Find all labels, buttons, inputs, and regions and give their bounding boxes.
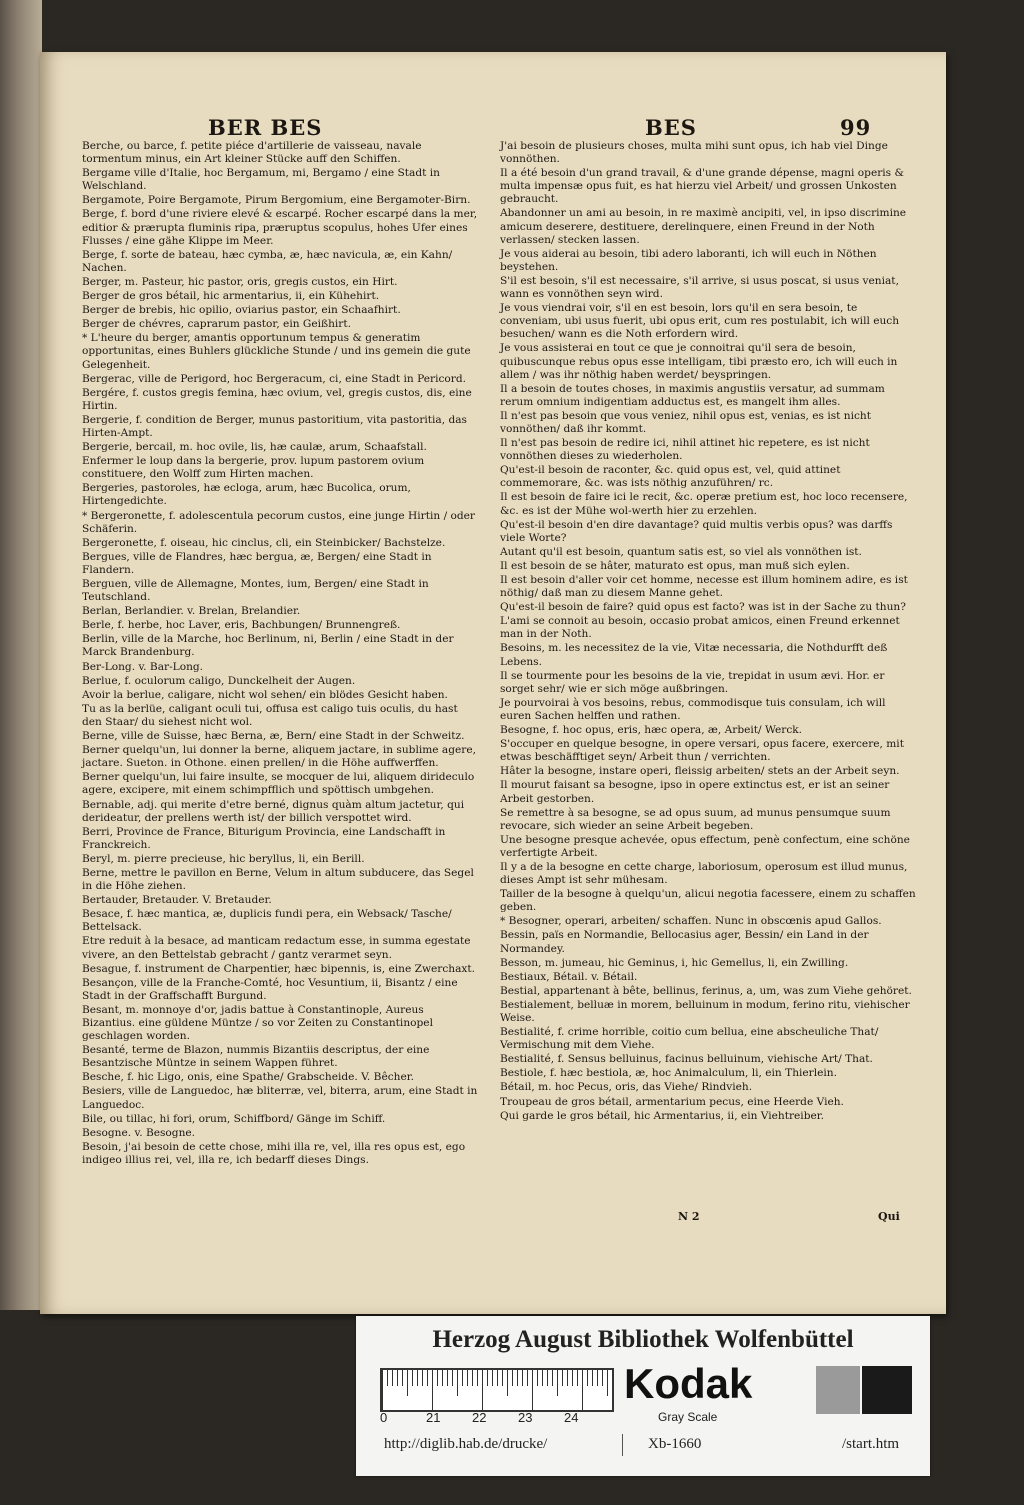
dictionary-entry: Berne, ville de Suisse, hæc Berna, æ, Bern/ eine Stadt in der Schweitz. — [82, 730, 465, 743]
ruler-tick — [442, 1370, 443, 1386]
dictionary-entry: * L'heure du berger, amantis opportunum tempus & generatim opportunitas, eines Buhlers glückliche Stunde / und ins gemein die gute Gelegenheit. — [82, 332, 471, 371]
dictionary-entry: Autant qu'il est besoin, quantum satis est, so viel als vonnöthen ist. — [500, 545, 862, 558]
ruler-tick — [462, 1370, 463, 1386]
dictionary-entry: Il est besoin d'aller voir cet homme, necesse est illum hominem adire, es ist nöthig/ daß man zu diesem Manne gehet. — [500, 574, 908, 600]
dictionary-entry: Je vous viendrai voir, s'il en est besoin, lors qu'il en sera besoin, te conveniam, ubi usus fuerit, ubi opus erit, cum res postulabit, ich will euch besuchen/ wann es die Noth erfordern wird. — [500, 302, 900, 341]
ruler-tick — [562, 1370, 563, 1386]
dictionary-entry: Berge, f. bord d'une riviere elevé & escarpé. Rocher escarpé dans la mer, editior & prærupta fluminis ripa, præruptus scopulus, hohes Ufer eines Flusses / eine gähe Klippe im Meer. — [82, 208, 478, 247]
dictionary-entry: Qu'est-il besoin de faire? quid opus est facto? was ist in der Sache zu thun? — [500, 601, 906, 614]
dictionary-entry: Il est besoin de se hâter, maturato est opus, man muß sich eylen. — [500, 559, 850, 572]
dictionary-entry: Etre reduit à la besace, ad manticam redactum esse, in summa egestate vivere, an den Bettelstab gebracht / gantz verarmet seyn. — [82, 935, 471, 961]
ruler-tick — [592, 1370, 593, 1386]
ruler-tick — [547, 1370, 548, 1386]
dictionary-entry: Il mourut faisant sa besogne, ipso in opere extinctus est, er ist an seiner Arbeit gestorben. — [500, 779, 890, 805]
ruler-tick — [472, 1370, 473, 1386]
ruler-tick — [527, 1370, 528, 1386]
library-name: Herzog August Bibliothek Wolfenbüttel — [432, 1326, 854, 1353]
ruler-tick — [387, 1370, 388, 1386]
kodak-logo: Kodak — [624, 1360, 753, 1407]
dictionary-entry: Bessin, païs en Normandie, Bellocasius ager, Bessin/ ein Land in der Normandey. — [500, 929, 869, 955]
dictionary-entry: Enfermer le loup dans la bergerie, prov. lupum pastorem ovium constituere, den Wolff zum Hirten machen. — [82, 455, 425, 481]
footer-divider — [622, 1434, 623, 1456]
dictionary-entry: Bergerac, ville de Perigord, hoc Bergeracum, ci, eine Stadt in Pericord. — [82, 372, 467, 385]
page-number: 99 — [840, 115, 872, 140]
dictionary-entry: Beryl, m. pierre precieuse, hic beryllus, li, ein Berill. — [82, 852, 365, 865]
ruler-tick — [392, 1370, 393, 1386]
ruler-tick — [507, 1370, 508, 1396]
ruler-tick — [517, 1370, 518, 1386]
dictionary-entry: Bertauder, Bretauder. V. Bretauder. — [82, 894, 272, 907]
dictionary-entry: Besson, m. jumeau, hic Geminus, i, hic Gemellus, li, ein Zwilling. — [500, 956, 849, 969]
dictionary-entry: Berger de brebis, hic opilio, oviarius pastor, ein Schaafhirt. — [82, 304, 401, 317]
dictionary-entry: Je pourvoirai à vos besoins, rebus, commodisque tuis consulam, ich will euren Sachen helffen und rathen. — [500, 696, 886, 722]
dictionary-entry: Il n'est pas besoin de redire ici, nihil attinet hic repetere, es ist nicht vonnöthen dieses zu wiederholen. — [500, 437, 870, 463]
dictionary-entry: * Besogner, operari, arbeiten/ schaffen. Nunc in obscœnis apud Gallos. — [500, 915, 882, 928]
dictionary-entry: Une besogne presque achevée, opus effectum, penè confectum, eine schöne verfertigte Arbeit. — [500, 833, 910, 859]
ruler-tick — [417, 1370, 418, 1386]
dictionary-entry: Bergerie, f. condition de Berger, munus pastoritium, vita pastoritia, das Hirten-Ampt. — [82, 413, 467, 439]
ruler-tick — [482, 1370, 483, 1410]
ruler-tick — [557, 1370, 558, 1396]
shelfmark: Xb-1660 — [648, 1436, 702, 1452]
dictionary-entry: Berri, Province de France, Biturigum Provincia, eine Landschafft in Franckreich. — [82, 825, 446, 851]
header-left-guide-words: BER BES — [208, 115, 323, 140]
dictionary-entry: Berguen, ville de Allemagne, Montes, ium, Bergen/ eine Stadt in Teutschland. — [82, 578, 429, 604]
dictionary-entry: Il y a de la besogne en cette charge, laboriosum, operosum est illud munus, dieses Ampt ist sehr mühesam. — [500, 860, 908, 887]
dictionary-entry: Besant, m. monnoye d'or, jadis battue à Constantinople, Aureus Bizantius. eine güldene Müntze / so vor Zeiten zu Constantinopel geschlagen worden. — [82, 1003, 433, 1043]
ruler-tick — [427, 1370, 428, 1386]
ruler-tick — [587, 1370, 588, 1386]
ruler-tick — [597, 1370, 598, 1386]
ruler-number: 24 — [564, 1410, 579, 1425]
ruler-number: 21 — [426, 1410, 441, 1425]
ruler-tick — [382, 1370, 383, 1410]
dictionary-entry: Tu as la berlüe, caligant oculi tui, offusa est caligo tuis oculis, du hast den Staar/ du siehest nicht wol. — [82, 702, 458, 728]
dictionary-entry: Abandonner un ami au besoin, in re maximè ancipiti, vel, in ipso discrimine amicum deserere, destituere, derelinquere, einen Freund in der Noth verlassen/ stecken lassen. — [500, 207, 907, 246]
dictionary-entry: Besague, f. instrument de Charpentier, hæc bipennis, is, eine Zwerchaxt. — [82, 962, 476, 975]
library-url[interactable]: http://diglib.hab.de/drucke/ — [384, 1436, 548, 1452]
ruler-tick — [402, 1370, 403, 1386]
dictionary-entry: Besoins, m. les necessitez de la vie, Vitæ necessaria, die Nothdurfft deß Lebens. — [500, 642, 888, 668]
ruler-tick — [542, 1370, 543, 1386]
ruler-tick — [607, 1370, 608, 1396]
dictionary-entry: Berner quelqu'un, lui donner la berne, aliquem jactare, in sublime agere, jactare. Sueton. in Othone. einen prellen/ in die Höhe auffwerffen. — [82, 744, 476, 770]
ruler-tick — [502, 1370, 503, 1386]
catchword: Qui — [878, 1210, 900, 1223]
dictionary-entry: Bestialement, belluæ in morem, belluinum in modum, ferino ritu, viehischer Weise. — [500, 998, 910, 1024]
dictionary-entry: Berche, ou barce, f. petite piéce d'artillerie de vaisseau, navale tormentum minus, ein Art kleiner Stücke auff den Schiffen. — [82, 140, 422, 166]
dictionary-entry: Il a été besoin d'un grand travail, & d'une grande dépense, magni operis & multa impensæ opus fuit, es hat hierzu viel Arbeit/ und grossen Unkosten gebraucht. — [500, 167, 904, 206]
ruler-tick — [497, 1370, 498, 1386]
dictionary-entry: Je vous aiderai au besoin, tibi adero laboranti, ich will euch in Nöthen beystehen. — [500, 247, 877, 273]
book-page — [40, 52, 946, 1314]
dictionary-entry: Berne, mettre le pavillon en Berne, Velum in altum subducere, das Segel in die Höhe ziehen. — [82, 866, 474, 893]
ruler-tick — [477, 1370, 478, 1386]
ruler-tick — [522, 1370, 523, 1386]
ruler-number: 23 — [518, 1410, 533, 1425]
dictionary-entry: J'ai besoin de plusieurs choses, multa mihi sunt opus, ich hab viel Dinge vonnöthen. — [500, 140, 888, 166]
dictionary-entry: Bergamote, Poire Bergamote, Pirum Bergomium, eine Bergamoter-Birn. — [82, 194, 471, 207]
dictionary-entry: Besogne, f. hoc opus, eris, hæc opera, æ, Arbeit/ Werck. — [500, 724, 803, 737]
dictionary-entry: * Bergeronette, f. adolescentula pecorum custos, eine junge Hirtin / oder Schäferin. — [82, 509, 475, 535]
dictionary-entry: Bergues, ville de Flandres, hæc bergua, æ, Bergen/ eine Stadt in Flandern. — [82, 550, 432, 576]
ruler-tick — [397, 1370, 398, 1386]
ruler-tick — [487, 1370, 488, 1386]
dictionary-entry: Tailler de la besogne à quelqu'un, alicui negotia facessere, einem zu schaffen geben. — [500, 888, 916, 914]
dictionary-entry: Besanté, terme de Blazon, nummis Bizantiis descriptus, der eine Besantzische Müntze in seinem Wappen führet. — [82, 1044, 430, 1070]
dictionary-entry: Berle, f. herbe, hoc Laver, eris, Bachbungen/ Brunnengreß. — [82, 619, 401, 632]
dictionary-entry: Besoin, j'ai besoin de cette chose, mihi illa re, vel, illa res opus est, ego indigeo illius rei, vel, illa re, ich bedarff dieses Dings. — [82, 1140, 466, 1166]
dictionary-entry: Troupeau de gros bétail, armentarium pecus, eine Heerde Vieh. — [500, 1095, 844, 1108]
header-right-guide-word: BES — [645, 115, 697, 140]
dictionary-entry: Berlue, f. oculorum caligo, Dunckelheit der Augen. — [82, 674, 356, 687]
dictionary-entry: Berger, m. Pasteur, hic pastor, oris, gregis custos, ein Hirt. — [82, 275, 398, 288]
dictionary-entry: Besiers, ville de Languedoc, hæ bliterræ, vel, biterra, arum, eine Stadt in Languedoc. — [82, 1085, 478, 1111]
signature-mark: N 2 — [678, 1210, 700, 1223]
dictionary-entry: Bétail, m. hoc Pecus, oris, das Viehe/ Rindvieh. — [500, 1081, 753, 1094]
ruler-tick — [467, 1370, 468, 1386]
ruler-tick — [457, 1370, 458, 1396]
ruler-tick — [532, 1370, 533, 1410]
ruler-tick — [512, 1370, 513, 1386]
measurement-ruler — [380, 1368, 614, 1412]
dictionary-entry: L'ami se connoit au besoin, occasio probat amicos, einen Freund erkennet man in der Noth. — [500, 615, 900, 641]
dictionary-entry: Ber-Long. v. Bar-Long. — [82, 660, 204, 673]
running-header — [40, 115, 946, 139]
ruler-tick — [452, 1370, 453, 1386]
dictionary-entry: Se remettre à sa besogne, se ad opus suum, ad munus pensumque suum revocare, sich wieder an seine Arbeit begeben. — [500, 806, 891, 832]
dictionary-entry: Bergerie, bercail, m. hoc ovile, lis, hæ caulæ, arum, Schaafstall. — [82, 441, 427, 454]
dictionary-entry: Qui garde le gros bétail, hic Armentarius, ii, ein Viehtreiber. — [500, 1109, 825, 1122]
dictionary-entry: S'occuper en quelque besogne, in opere versari, opus facere, exercere, mit etwas beschäfftiget seyn/ Arbeit thun / verrichten. — [500, 738, 904, 764]
ruler-tick — [447, 1370, 448, 1386]
dictionary-entry: Berlin, ville de la Marche, hoc Berlinum, ni, Berlin / eine Stadt in der Marck Brandenburg. — [82, 633, 454, 659]
black-swatch — [862, 1366, 912, 1414]
dictionary-entry: Il a besoin de toutes choses, in maximis angustiis versatur, ad summam rerum omnium indigentiam adductus est, es mangelt ihm alles. — [500, 382, 885, 408]
dictionary-entry: Berner quelqu'un, lui faire insulte, se mocquer de lui, aliquem dirideculo agere, excipere, mit einem schimpfflich und spöttisch umbgehen. — [82, 771, 475, 797]
library-color-card — [356, 1316, 930, 1476]
ruler-number: 22 — [472, 1410, 487, 1425]
dictionary-entry: Bile, ou tillac, hi fori, orum, Schiffbord/ Gänge im Schiff. — [82, 1112, 386, 1125]
dictionary-entry: Berger de gros bétail, hic armentarius, ii, ein Kühehirt. — [82, 290, 380, 303]
ruler-tick — [612, 1370, 613, 1386]
ruler-tick — [567, 1370, 568, 1386]
dictionary-entry: Qu'est-il besoin de raconter, &c. quid opus est, vel, quid attinet commemorare, &c. was ists nöthig anzuführen/ rc. — [500, 464, 841, 490]
dictionary-entry: Besogne. v. Besogne. — [82, 1126, 196, 1139]
ruler-tick — [432, 1370, 433, 1410]
dictionary-entry: Bernable, adj. qui merite d'etre berné, dignus quàm altum jactetur, qui derideatur, der prellens werth ist/ der billich verspottet wird. — [82, 798, 465, 824]
dictionary-entry: Bergame ville d'Italie, hoc Bergamum, mi, Bergamo / eine Stadt in Welschland. — [82, 167, 440, 193]
dictionary-entry: S'il est besoin, s'il est necessaire, s'il arrive, si usus poscat, si usus veniat, wann es vonnöthen seyn wird. — [500, 274, 899, 301]
dictionary-entry: Berlan, Berlandier. v. Brelan, Brelandier. — [82, 605, 301, 618]
gray-scale-label: Gray Scale — [658, 1410, 718, 1424]
dictionary-entry: Besche, f. hic Ligo, onis, eine Spathe/ Grabscheide. V. Bêcher. — [82, 1071, 415, 1084]
dictionary-entry: Berge, f. sorte de bateau, hæc cymba, æ, hæc navicula, æ, ein Kahn/ Nachen. — [82, 248, 453, 274]
ruler-tick — [407, 1370, 408, 1396]
dictionary-entry: Bestiaux, Bétail. v. Bétail. — [500, 970, 638, 983]
dictionary-entry: Bergére, f. custos gregis femina, hæc ovium, vel, gregis custos, dis, eine Hirtin. — [82, 386, 472, 412]
ruler-tick — [602, 1370, 603, 1386]
dictionary-entry: Bestiole, f. hæc bestiola, æ, hoc Animalculum, li, ein Thierlein. — [500, 1067, 837, 1080]
ruler-tick — [537, 1370, 538, 1386]
ruler-numbers — [380, 1410, 616, 1426]
ruler-tick — [492, 1370, 493, 1386]
left-column — [82, 140, 480, 1168]
dictionary-entry: Il n'est pas besoin que vous veniez, nihil opus est, venias, es ist nicht vonnöthen/ daß ihr kommt. — [500, 409, 871, 435]
dictionary-entry: Il se tourmente pour les besoins de la vie, trepidat in usum ævi. Hor. er sorget sehr/ wie er sich möge außbringen. — [500, 669, 885, 695]
dictionary-entry: Besace, f. hæc mantica, æ, duplicis fundi pera, ein Websack/ Tasche/ Bettelsack. — [82, 908, 452, 934]
dictionary-entry: Bestial, appartenant à bête, bellinus, ferinus, a, um, was zum Viehe gehöret. — [500, 984, 912, 997]
right-column — [500, 140, 920, 1124]
dictionary-entry: Avoir la berlue, caligare, nicht wol sehen/ ein blödes Gesicht haben. — [82, 688, 448, 701]
dictionary-entry: Bestialité, f. crime horrible, coitio cum bellua, eine abscheuliche That/ Vermischung mit dem Viehe. — [500, 1026, 879, 1052]
dictionary-entry: Qu'est-il besoin d'en dire davantage? quid multis verbis opus? was darffs viele Worte? — [500, 518, 893, 544]
dictionary-entry: Bestialité, f. Sensus belluinus, facinus belluinum, viehische Art/ That. — [500, 1053, 873, 1066]
ruler-tick — [552, 1370, 553, 1386]
dictionary-entry: Bergeries, pastoroles, hæ ecloga, arum, hæc Bucolica, orum, Hirtengedichte. — [82, 482, 411, 508]
adjacent-page-edge — [0, 0, 42, 1310]
ruler-tick — [437, 1370, 438, 1386]
dictionary-entry: Berger de chévres, caprarum pastor, ein Geißhirt. — [82, 318, 351, 331]
dictionary-entry: Je vous assisterai en tout ce que je connoitrai qu'il sera de besoin, quibuscunque rebus opus esse intelligam, tibi præsto ero, ich will euch in allem / was ihr nöthig haben werdet/ beyspringen. — [500, 342, 898, 381]
ruler-number: 0 — [380, 1410, 388, 1425]
dictionary-entry: Il est besoin de faire ici le recit, &c. operæ pretium est, hoc loco recensere, &c. es ist der Mühe wol-werth hier zu erzehlen. — [500, 491, 908, 517]
ruler-tick — [582, 1370, 583, 1410]
dictionary-entry: Bergeronette, f. oiseau, hic cinclus, cli, ein Steinbicker/ Bachstelze. — [82, 536, 446, 549]
start-link[interactable]: /start.htm — [842, 1436, 900, 1452]
ruler-tick — [577, 1370, 578, 1386]
gray-swatch — [816, 1366, 860, 1414]
ruler-tick — [422, 1370, 423, 1386]
ruler-tick — [412, 1370, 413, 1386]
ruler-tick — [572, 1370, 573, 1386]
dictionary-entry: Hâter la besogne, instare operi, fleissig arbeiten/ stets an der Arbeit seyn. — [500, 765, 900, 778]
dictionary-entry: Besançon, ville de la Franche-Comté, hoc Vesuntium, ii, Bisantz / eine Stadt in der Graffschafft Burgund. — [82, 976, 458, 1002]
